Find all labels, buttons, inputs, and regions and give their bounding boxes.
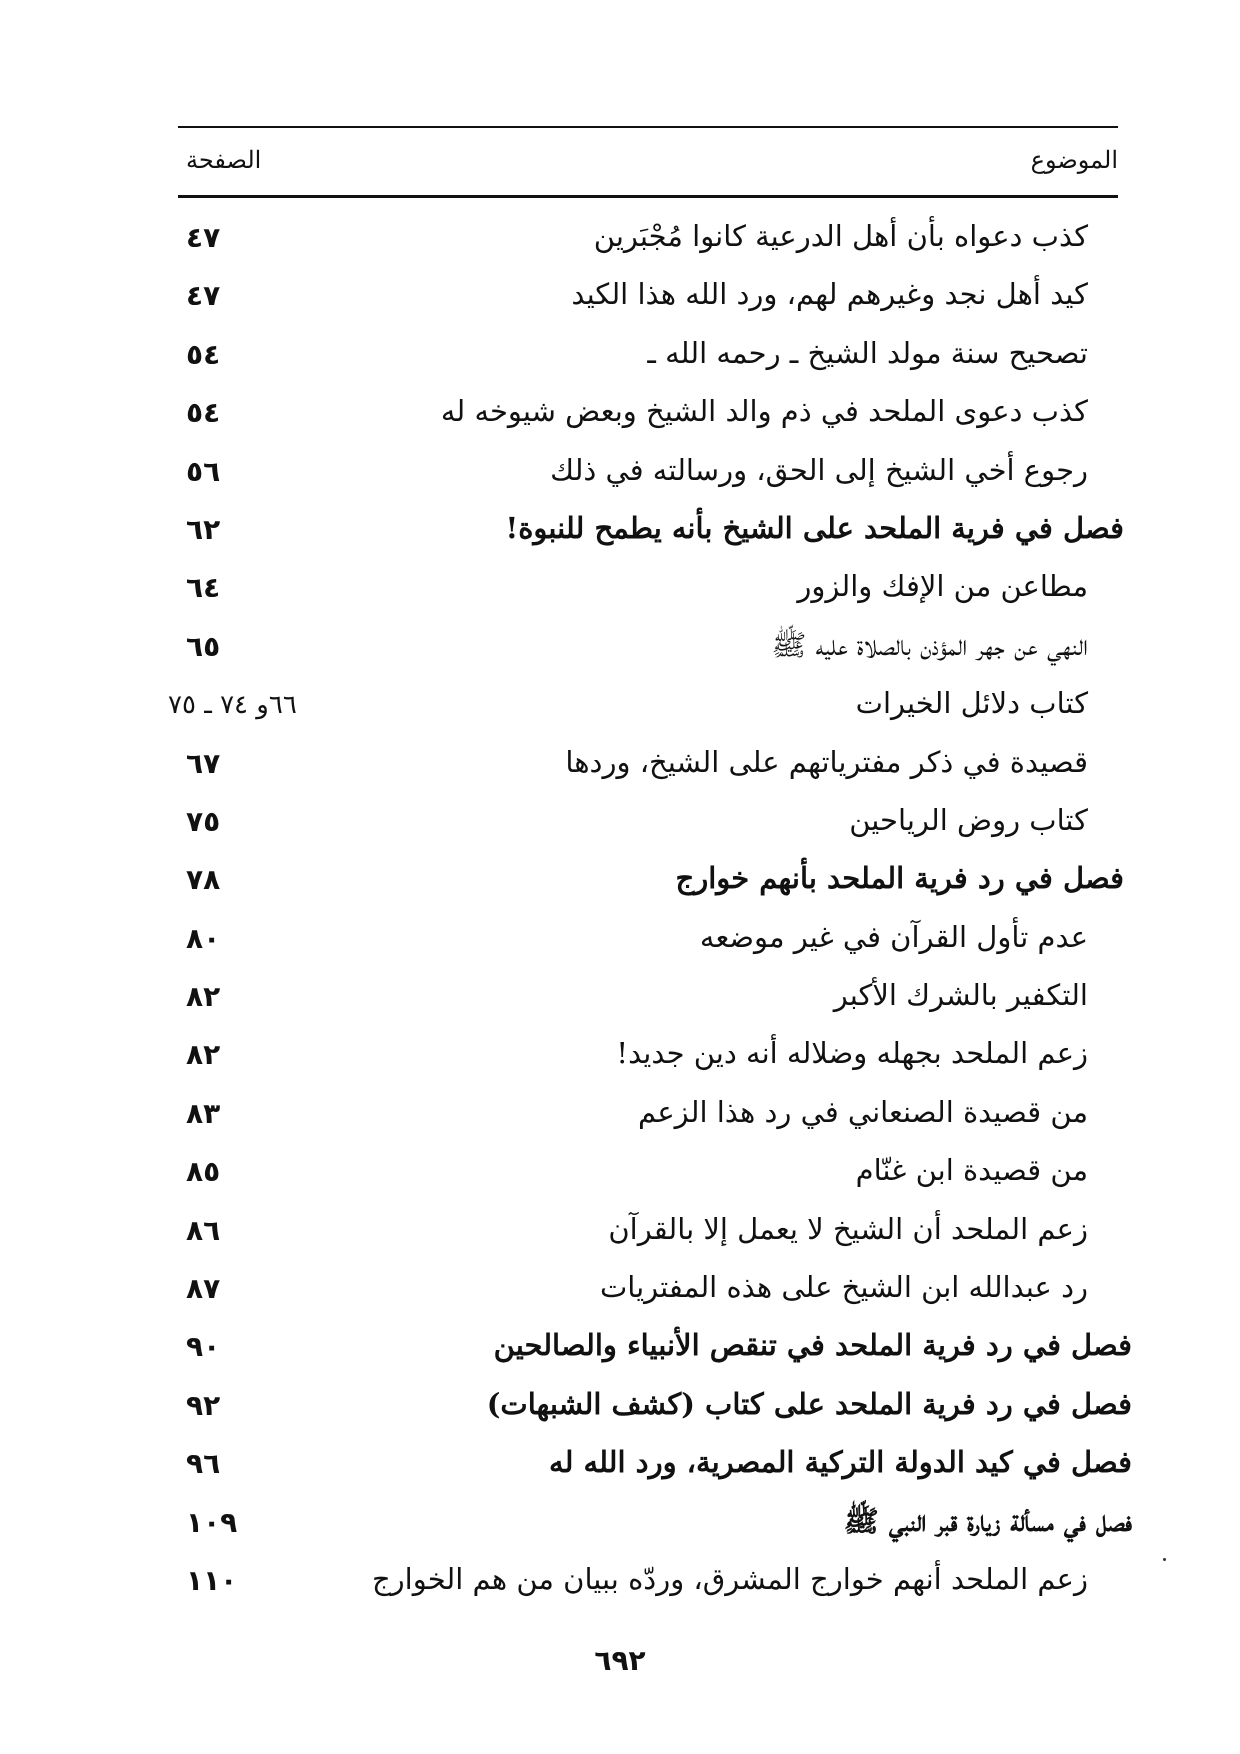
page-column-header: الصفحة: [186, 146, 262, 174]
entry-title: فصل في فرية الملحد على الشيخ بأنه يطمح للنبوة!: [505, 510, 1124, 545]
entry-title: قصيدة في ذكر مفترياتهم على الشيخ، وردها: [565, 744, 1088, 779]
page-number: ٦٩٢: [594, 1644, 646, 1677]
toc-section-entry: [0, 1436, 1240, 1494]
entry-title: كيد أهل نجد وغيرهم لهم، ورد الله هذا الكيد: [571, 277, 1088, 312]
toc-entry: [0, 794, 1240, 852]
entry-title: زعم الملحد أنهم خوارج المشرق، وردّه ببيان من هم الخوارج: [371, 1561, 1088, 1596]
toc-entry: [0, 1086, 1240, 1144]
entry-page: ٩٦: [186, 1447, 221, 1481]
entry-page: ٨٣: [186, 1096, 221, 1130]
toc-entry: [0, 1261, 1240, 1319]
entry-title: عدم تأول القرآن في غير موضعه: [699, 919, 1088, 954]
entry-title: كذب دعواه بأن أهل الدرعية كانوا مُجْبَرين: [593, 219, 1088, 253]
entry-page: ٩٠: [186, 1330, 221, 1364]
toc-entry: [0, 268, 1240, 326]
entry-title: فصل في رد فرية الملحد بأنهم خوارج: [675, 861, 1124, 896]
toc-entry: [0, 210, 1240, 268]
toc-entry: [0, 619, 1240, 677]
entry-page: ٦٥: [186, 629, 221, 663]
entry-title: النهي عن جهر المؤذن بالصلاة عليه ﷺ: [771, 627, 1088, 662]
scan-speck: [1163, 1558, 1166, 1561]
entry-title: كتاب دلائل الخيرات: [855, 686, 1088, 721]
entry-page: ٨٢: [186, 980, 221, 1014]
top-rule: [178, 126, 1118, 128]
entry-page: ٦٦و ٧٤ ـ ٧٥: [168, 690, 297, 721]
topic-column-header: الموضوع: [1030, 146, 1118, 174]
entry-title: فصل في رد فرية الملحد في تنقص الأنبياء والصالحين: [493, 1328, 1132, 1363]
entry-page: ١١٠: [186, 1563, 238, 1597]
entry-page: ٨٢: [186, 1038, 221, 1072]
entry-page: ٧٥: [186, 804, 221, 838]
entry-page: ٥٤: [186, 337, 221, 371]
toc-section-entry: [0, 1495, 1240, 1553]
entry-title: مطاعن من الإفك والزور: [797, 569, 1088, 604]
toc-entry: [0, 385, 1240, 443]
toc-entry: [0, 736, 1240, 794]
toc-entry: [0, 444, 1240, 502]
entry-page: ٦٢: [186, 512, 221, 546]
entry-title: كتاب روض الرياحين: [849, 802, 1088, 837]
toc-section-entry: [0, 1319, 1240, 1377]
toc-entry: [0, 911, 1240, 969]
toc-entry: [0, 677, 1240, 735]
entry-page: ١٠٩: [186, 1505, 238, 1539]
toc-section-entry: [0, 852, 1240, 910]
entry-title: زعم الملحد بجهله وضلاله أنه دين جديد!: [616, 1036, 1088, 1071]
entry-title: التكفير بالشرك الأكبر: [833, 978, 1088, 1013]
toc-entry: [0, 560, 1240, 618]
toc-section-entry: [0, 1378, 1240, 1436]
entry-title: فصل في رد فرية الملحد على كتاب (كشف الشبهات): [486, 1386, 1132, 1421]
entry-page: ٤٧: [186, 279, 221, 313]
entry-title: رد عبدالله ابن الشيخ على هذه المفتريات: [599, 1270, 1088, 1305]
entry-title: من قصيدة الصنعاني في رد هذا الزعم: [638, 1094, 1088, 1129]
toc-entry: [0, 327, 1240, 385]
entry-title: فصل في كيد الدولة التركية المصرية، ورد الله له: [549, 1445, 1132, 1480]
entry-title: تصحيح سنة مولد الشيخ ـ رحمه الله ـ: [647, 335, 1088, 370]
toc-section-entry: [0, 502, 1240, 560]
entry-title: زعم الملحد أن الشيخ لا يعمل إلا بالقرآن: [608, 1211, 1088, 1246]
entry-page: ٨٧: [186, 1272, 221, 1306]
entry-page: ٨٥: [186, 1155, 221, 1189]
toc-entry: [0, 1553, 1240, 1611]
toc-entry: [0, 1144, 1240, 1202]
entry-page: ٥٤: [186, 396, 221, 430]
toc-entry: [0, 1027, 1240, 1085]
toc-list: [0, 210, 1240, 1611]
toc-entry: [0, 969, 1240, 1027]
header-rule: [178, 195, 1118, 198]
entry-page: ٤٧: [186, 221, 221, 254]
entry-page: ٩٢: [186, 1388, 221, 1422]
toc-entry: [0, 1203, 1240, 1261]
entry-page: ٥٦: [186, 454, 221, 488]
entry-page: ٧٨: [186, 863, 221, 897]
entry-page: ٦٤: [186, 571, 221, 605]
entry-title: فصل في مسألة زيارة قبر النبي ﷺ: [843, 1503, 1132, 1538]
entry-title: من قصيدة ابن غنّام: [855, 1153, 1088, 1188]
entry-page: ٨٦: [186, 1213, 221, 1247]
entry-page: ٦٧: [186, 746, 221, 780]
entry-title: رجوع أخي الشيخ إلى الحق، ورسالته في ذلك: [550, 452, 1088, 487]
entry-title: كذب دعوى الملحد في ذم والد الشيخ وبعض شيوخه له: [440, 394, 1088, 429]
entry-page: ٨٠: [186, 921, 221, 955]
